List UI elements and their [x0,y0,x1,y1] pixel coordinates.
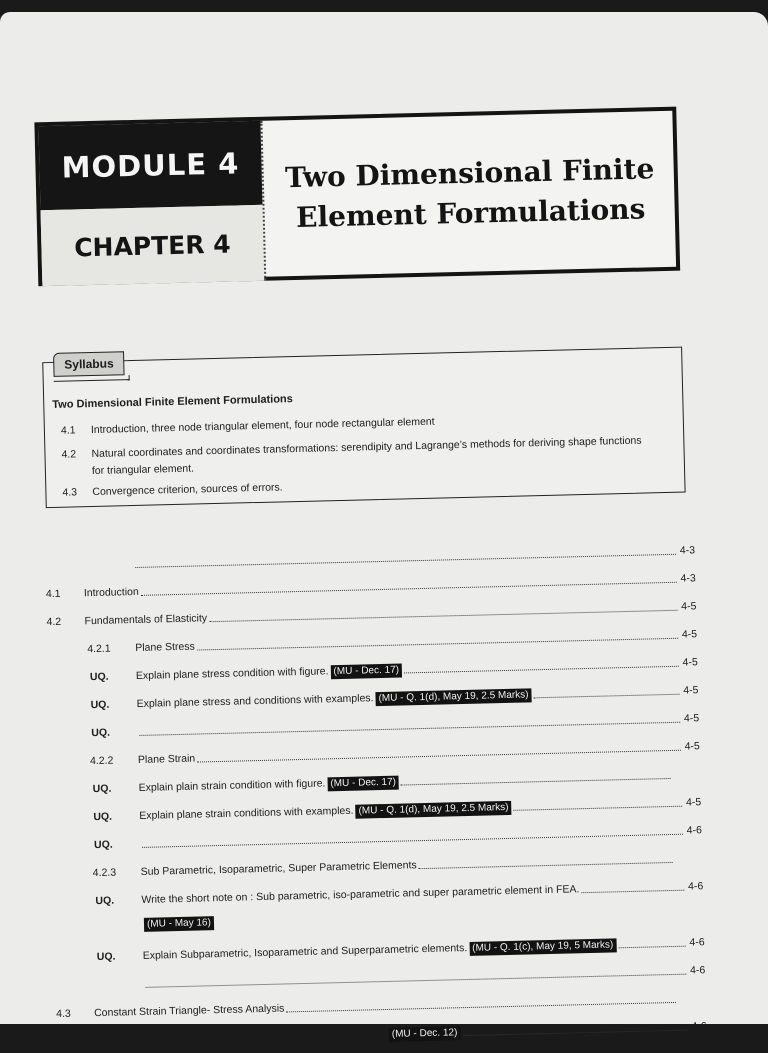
toc-row [49,712,699,744]
toc-row [48,656,698,688]
toc-page-number: 4-5 [681,600,697,613]
toc-page-number: 4-6 [689,936,705,949]
university-exam-tag: (MU - Dec. 17) [327,776,399,792]
toc-entry [139,776,400,796]
toc-row [55,936,705,968]
toc-page-number: 4-3 [679,544,696,557]
toc-row [45,544,695,576]
toc-dot-leader [401,778,671,786]
toc-number: 4.2 [46,615,62,629]
toc-row [47,628,697,660]
syllabus-item-number: 4.1 [60,424,76,437]
toc-page-number: 4-5 [681,628,698,641]
toc-entry-text: Explain plane stress condition with figure. [135,665,329,683]
toc-dot-leader [286,1002,676,1013]
toc-page-number: 4-3 [680,572,696,585]
toc-number: UQ. [98,1034,118,1048]
syllabus-box [42,347,685,509]
toc-entry [143,938,617,964]
toc-number: UQ. [93,810,113,824]
toc-dot-leader [463,1030,688,1036]
toc-dot-leader [534,694,680,699]
toc-dot-leader [135,554,676,568]
syllabus-item-text: Natural coordinates and coordinates transformations: serendipity and Lagrange’s methods for deriving shape functions for triangular element. [91,434,642,478]
toc-number: UQ. [93,838,113,852]
toc-entry [135,641,195,654]
toc-row [53,852,703,884]
toc-dot-leader [197,750,681,763]
toc-entry-text: Explain plane stress and conditions with examples. [136,692,374,711]
toc-dot-leader [619,946,686,949]
chapter-header-box [34,107,680,287]
toc-page-number: 4-5 [682,656,698,669]
toc-dot-leader [142,834,683,848]
syllabus-item-number: 4.3 [62,486,78,499]
toc-row [50,740,700,772]
toc-number: UQ. [92,782,112,796]
toc-dot-leader [404,666,679,674]
toc-row [46,600,696,632]
toc-dot-leader [581,890,684,894]
toc-number: UQ. [91,726,111,740]
toc-entry [139,801,511,824]
toc-row [51,796,701,828]
toc-entry-text: Write short notes on : Shape functions for triangular. [144,1027,387,1046]
toc-row [56,992,706,1024]
toc-entry-text: Explain Subparametric, Isoparametric and Superparametric elements. [142,942,468,962]
table-of-contents [45,544,707,1048]
chapter-label: CHAPTER 4 [73,229,231,262]
toc-entry [84,612,207,627]
toc-entry-text: Constant Strain Triangle- Stress Analysis [94,1002,285,1020]
toc-page-number: 4-6 [686,824,703,837]
toc-dot-leader [141,582,677,596]
toc-entry [136,664,402,684]
toc-entry-text: Explain plane strain conditions with examples. [139,804,354,822]
toc-dot-leader [210,610,678,622]
toc-entry [138,753,195,766]
toc-number: 4.2.2 [89,754,114,768]
toc-dot-leader [419,862,673,869]
toc-entry [142,916,214,932]
toc-entry-text: Fundamentals of Elasticity [84,612,208,628]
syllabus-item-text: Introduction, three node triangular element, four node rectangular element [90,415,435,437]
university-exam-tag: (MU - Dec. 12) [389,1026,461,1042]
toc-entry-text: Write the short note on : Sub parametric, iso-parametric and super parametric element in FEA. [141,883,580,906]
toc-page-number: 4-6 [689,964,706,977]
toc-page-number: 4-5 [683,712,700,725]
toc-dot-leader [197,638,678,651]
syllabus-tab: Syllabus [53,351,125,377]
toc-row [52,824,702,856]
university-exam-tag: (MU - May 16) [144,916,214,932]
syllabus-item-text: Convergence criterion, sources of errors. [92,481,283,499]
university-exam-tag: (MU - Dec. 17) [330,664,402,680]
syllabus-item [60,408,661,437]
toc-page-number: 4-6 [691,1020,707,1033]
toc-number: 4.1 [45,587,61,601]
chapter-title [265,129,676,259]
toc-number: 4.2.1 [87,642,111,656]
book-page [0,12,768,1048]
chapter-label-cell [41,205,265,286]
toc-row [57,1020,707,1052]
toc-number: UQ. [90,698,110,712]
toc-page-number: 4-5 [684,740,700,753]
syllabus-heading: Two Dimensional Finite Element Formulations [52,393,293,411]
toc-page-number: 4-6 [687,880,704,893]
chapter-title-line-2: Element Formulations [295,192,646,234]
syllabus-item-number: 4.2 [61,448,77,461]
module-label-cell [38,121,262,210]
toc-page-number: 4-5 [683,684,699,697]
toc-entry-text: Explain plain strain condition with figure. [138,777,326,794]
toc-number: UQ. [89,670,109,684]
university-exam-tag: (MU - Q. 1(d), May 19, 2.5 Marks) [375,688,531,706]
toc-number: UQ. [95,894,115,908]
toc-entry-text: Plane Stress [135,640,195,655]
toc-entry [94,1002,285,1019]
chapter-title-line-1: Two Dimensional Finite [284,152,655,195]
toc-row [46,572,696,604]
toc-number: UQ. [96,950,116,964]
toc-entry [84,586,139,599]
toc-dot-leader [513,806,682,811]
module-label: MODULE 4 [61,146,240,185]
toc-number: 4.2.3 [92,866,117,880]
toc-row [51,768,701,800]
toc-row [55,964,705,996]
toc-entry [136,688,531,712]
toc-number: 4.3 [56,1007,71,1021]
toc-entry [141,883,579,906]
university-exam-tag: (MU - Q. 1(d), May 19, 2.5 Marks) [355,801,511,819]
toc-row [48,684,698,716]
toc-entry [145,1026,461,1048]
toc-entry-text: Plane Strain [137,752,196,766]
university-exam-tag: (MU - Q. 1(c), May 19, 5 Marks) [469,938,616,956]
toc-entry-text: Introduction [83,585,139,600]
toc-entry [141,859,417,878]
toc-page-number: 4-5 [685,796,702,809]
toc-dot-leader [139,722,680,736]
toc-entry-text: Sub Parametric, Isoparametric, Super Parametric Elements [140,859,417,878]
toc-dot-leader [146,974,687,988]
